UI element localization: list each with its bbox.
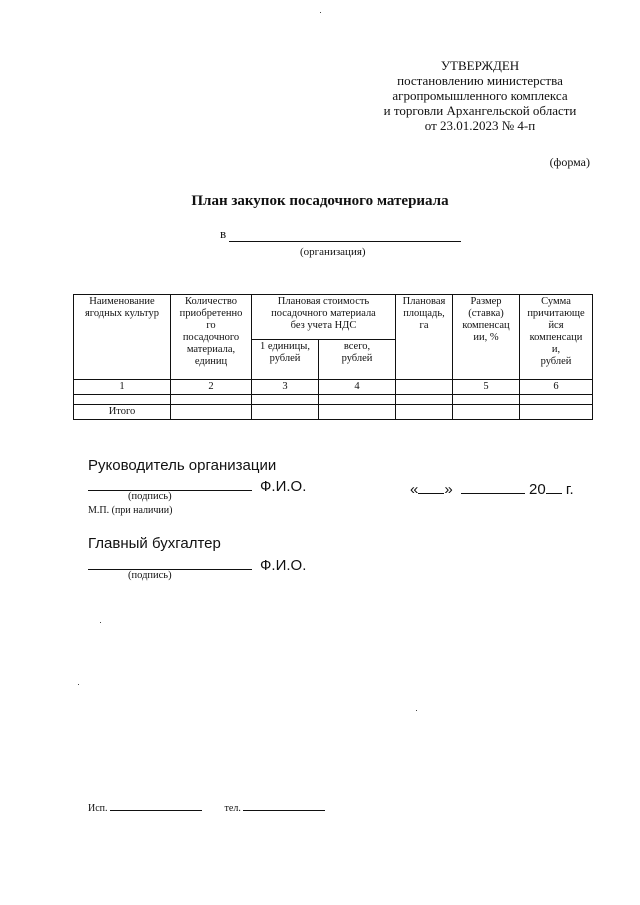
- date-day-field[interactable]: [418, 479, 444, 494]
- plan-table: [73, 294, 593, 420]
- organization-field[interactable]: [229, 228, 461, 242]
- scan-speck: [320, 12, 321, 13]
- header-planned-cost: Плановая стоимость посадочного материала без учета НДС: [252, 295, 396, 340]
- form-label: (форма): [549, 155, 590, 169]
- phone-field[interactable]: [243, 800, 325, 811]
- approval-line: и торговли Архангельской области: [383, 103, 577, 118]
- head-signature-caption: (подпись): [128, 491, 172, 502]
- approval-line: от 23.01.2023 № 4-п: [424, 118, 536, 133]
- table-row: [74, 395, 593, 405]
- approval-block: [360, 58, 600, 133]
- head-signature-row: [88, 474, 306, 496]
- numbers-row: 1 2 3 4 5 6: [74, 380, 593, 395]
- header-unit-cost: 1 единицы, рублей: [252, 340, 319, 380]
- head-fio: Ф.И.О.: [260, 478, 307, 495]
- header-compensation-sum: Сумма причитающе йся компенсаци и, рублей: [520, 295, 593, 380]
- stamp-note: М.П. (при наличии): [88, 505, 173, 516]
- approval-line: УТВЕРЖДЕН: [440, 58, 520, 73]
- approval-line: агропромышленного комплекса: [392, 88, 568, 103]
- accountant-fio: Ф.И.О.: [260, 557, 307, 574]
- document-title: План закупок посадочного материала: [191, 193, 449, 209]
- header-compensation-rate: Размер (ставка) компенсац ии, %: [453, 295, 520, 380]
- footer: Исп. тел.: [88, 800, 325, 814]
- approval-line: постановлению министерства: [397, 73, 563, 88]
- scan-speck: [100, 622, 101, 623]
- date-field: « » 20 г.: [410, 481, 574, 498]
- accountant-signature-row: [88, 553, 306, 575]
- organization-prefix: в: [220, 226, 227, 241]
- total-label: Итого: [74, 405, 171, 420]
- accountant-title: Главный бухгалтер: [88, 535, 221, 552]
- total-row: [74, 405, 593, 420]
- executor-field[interactable]: [110, 800, 202, 811]
- header-quantity: Количество приобретенно го посадочного материала, единиц: [171, 295, 252, 380]
- head-title: Руководитель организации: [88, 457, 277, 474]
- head-signature-field[interactable]: [88, 474, 252, 491]
- header-total-cost: всего, рублей: [319, 340, 396, 380]
- accountant-signature-field[interactable]: [88, 553, 252, 570]
- organization-caption: (организация): [300, 246, 366, 258]
- date-year-field[interactable]: [546, 479, 562, 494]
- scan-speck: [416, 710, 417, 711]
- accountant-signature-caption: (подпись): [128, 570, 172, 581]
- header-area: Плановая площадь, га: [396, 295, 453, 380]
- scan-speck: [78, 684, 79, 685]
- organization-line: [220, 226, 461, 242]
- date-month-field[interactable]: [461, 479, 525, 494]
- header-crop-name: Наименование ягодных культур: [74, 295, 171, 380]
